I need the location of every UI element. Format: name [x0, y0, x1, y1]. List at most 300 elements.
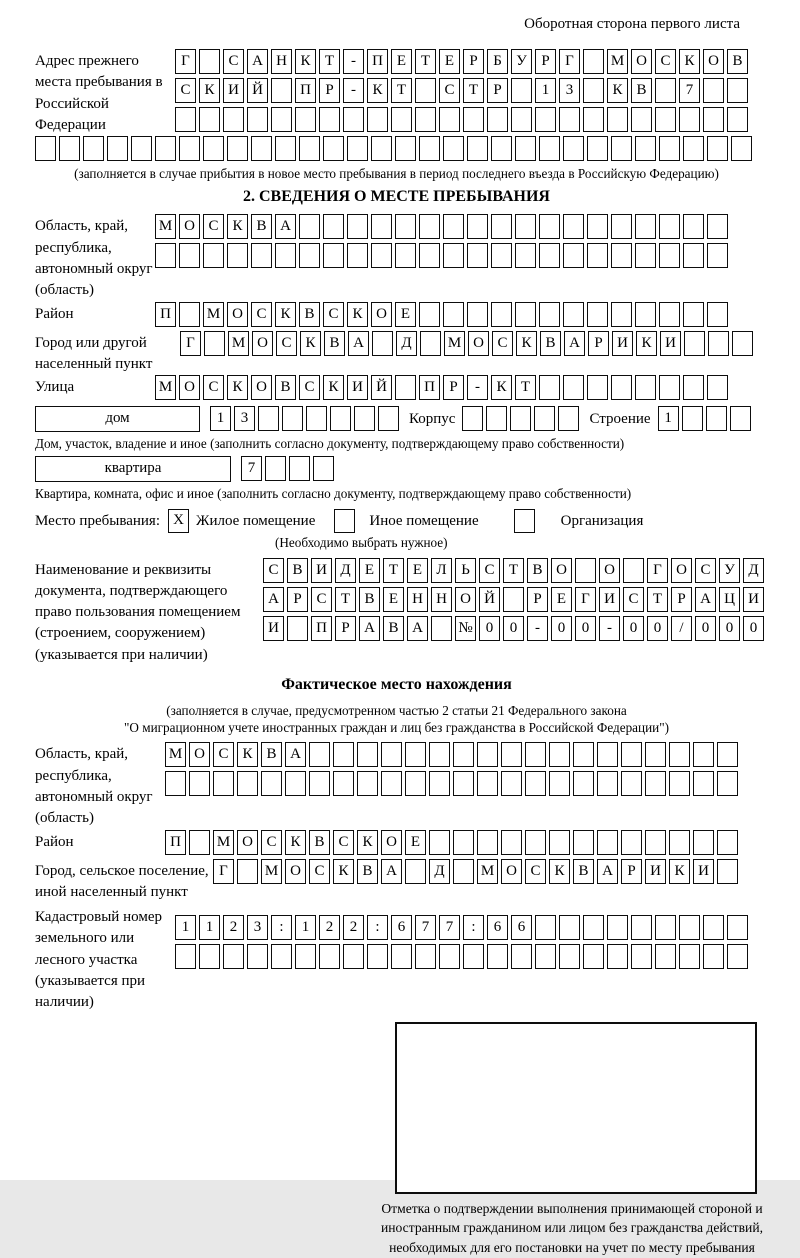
- actual-location-note1: (заполняется в случае, предусмотренном частью 2 статьи 21 Федерального закона: [166, 703, 627, 719]
- char-cell: [395, 375, 416, 400]
- checkbox-other-premises: [334, 509, 355, 533]
- document-label: Наименование и реквизиты документа, подтверждающего право пользования помещением (строением, сооружением) (указывается при наличии): [35, 561, 241, 663]
- char-cell: [549, 830, 570, 855]
- char-cell: Ь: [455, 558, 476, 583]
- char-cell: [693, 742, 714, 767]
- stay-type-label: Место пребывания:: [35, 512, 160, 529]
- char-cell: [372, 331, 393, 356]
- char-cell: [655, 78, 676, 103]
- char-cell: С: [311, 587, 332, 612]
- char-cell: К: [323, 375, 344, 400]
- street-field: [35, 375, 758, 404]
- actual-district-field: [35, 830, 758, 859]
- cell-row: [165, 771, 741, 796]
- char-cell: [395, 136, 416, 161]
- char-cell: О: [703, 49, 724, 74]
- char-cell: 7: [241, 456, 262, 481]
- char-cell: [443, 302, 464, 327]
- char-cell: С: [623, 587, 644, 612]
- char-cell: [683, 243, 704, 268]
- char-cell: [323, 214, 344, 239]
- char-cell: [330, 406, 351, 431]
- apartment-word-box: квартира: [35, 456, 231, 482]
- char-cell: [323, 136, 344, 161]
- korpus-label: Корпус: [409, 411, 456, 428]
- char-cell: С: [299, 375, 320, 400]
- char-cell: [621, 771, 642, 796]
- cadastre-field: [35, 905, 758, 1013]
- confirmation-stamp-caption: Отметка о подтверждении выполнения принимающей стороной и иностранным гражданином или лицом без гражданства действий, необходимых для его постановки на учет по месту пребывания: [381, 1200, 763, 1256]
- char-cell: К: [669, 859, 690, 884]
- char-cell: [477, 771, 498, 796]
- cell-row: [165, 742, 741, 767]
- char-cell: [306, 406, 327, 431]
- stroenie-label: Строение: [589, 411, 651, 428]
- char-cell: И: [223, 78, 244, 103]
- char-cell: [583, 107, 604, 132]
- char-cell: [587, 214, 608, 239]
- char-cell: [659, 375, 680, 400]
- char-cell: [727, 915, 748, 940]
- char-cell: А: [407, 616, 428, 641]
- char-cell: [371, 136, 392, 161]
- char-cell: К: [491, 375, 512, 400]
- checkbox-residential: X: [168, 509, 189, 533]
- cell-row: [175, 107, 751, 132]
- char-cell: 6: [391, 915, 412, 940]
- cell-row-fullwidth: [35, 136, 758, 161]
- cell-row: [263, 587, 767, 612]
- char-cell: [227, 136, 248, 161]
- char-cell: [693, 771, 714, 796]
- char-cell: [683, 214, 704, 239]
- actual-city-label: Город, сельское поселение, иной населенный пункт: [35, 862, 209, 900]
- char-cell: [525, 771, 546, 796]
- char-cell: С: [203, 375, 224, 400]
- char-cell: [515, 214, 536, 239]
- cell-row: [213, 859, 741, 884]
- char-cell: О: [237, 830, 258, 855]
- district-label: Район: [35, 305, 74, 322]
- char-cell: [247, 944, 268, 969]
- char-cell: [607, 915, 628, 940]
- char-cell: [258, 406, 279, 431]
- char-cell: [607, 944, 628, 969]
- char-cell: О: [251, 375, 272, 400]
- char-cell: М: [228, 331, 249, 356]
- char-cell: [503, 587, 524, 612]
- char-cell: [597, 771, 618, 796]
- char-cell: С: [439, 78, 460, 103]
- char-cell: Р: [535, 49, 556, 74]
- char-cell: А: [381, 859, 402, 884]
- char-cell: [189, 830, 210, 855]
- char-cell: [223, 944, 244, 969]
- char-cell: [165, 771, 186, 796]
- char-cell: Е: [359, 558, 380, 583]
- char-cell: 6: [487, 915, 508, 940]
- char-cell: 7: [679, 78, 700, 103]
- char-cell: Г: [575, 587, 596, 612]
- char-cell: [535, 107, 556, 132]
- char-cell: М: [444, 331, 465, 356]
- char-cell: [131, 136, 152, 161]
- char-cell: 0: [695, 616, 716, 641]
- char-cell: 6: [511, 915, 532, 940]
- char-cell: С: [223, 49, 244, 74]
- char-cell: [354, 406, 375, 431]
- cell-row: [175, 944, 751, 969]
- char-cell: [381, 742, 402, 767]
- document-field: [35, 558, 758, 666]
- char-cell: Д: [335, 558, 356, 583]
- option-other-premises-label: Иное помещение: [369, 513, 479, 530]
- char-cell: :: [367, 915, 388, 940]
- char-cell: [251, 136, 272, 161]
- char-cell: 1: [210, 406, 231, 431]
- char-cell: Д: [429, 859, 450, 884]
- char-cell: [539, 136, 560, 161]
- char-cell: К: [295, 49, 316, 74]
- actual-city-field: [35, 859, 758, 904]
- cadastre-label: Кадастровый номер земельного или лесного участка (указывается при наличии): [35, 909, 162, 1011]
- char-cell: [535, 944, 556, 969]
- char-cell: Р: [621, 859, 642, 884]
- char-cell: [175, 107, 196, 132]
- char-cell: И: [660, 331, 681, 356]
- char-cell: [515, 243, 536, 268]
- region-field: [35, 214, 758, 301]
- char-cell: [419, 214, 440, 239]
- char-cell: /: [671, 616, 692, 641]
- char-cell: [415, 944, 436, 969]
- char-cell: [367, 107, 388, 132]
- char-cell: [573, 830, 594, 855]
- char-cell: Г: [647, 558, 668, 583]
- cell-row: [175, 915, 751, 940]
- char-cell: О: [551, 558, 572, 583]
- char-cell: [367, 944, 388, 969]
- char-cell: [706, 406, 727, 431]
- char-cell: [703, 107, 724, 132]
- char-cell: [559, 107, 580, 132]
- char-cell: Е: [405, 830, 426, 855]
- char-cell: [391, 107, 412, 132]
- char-cell: С: [203, 214, 224, 239]
- char-cell: [703, 915, 724, 940]
- char-cell: П: [367, 49, 388, 74]
- char-cell: [597, 742, 618, 767]
- char-cell: Р: [335, 616, 356, 641]
- char-cell: И: [693, 859, 714, 884]
- char-cell: Т: [319, 49, 340, 74]
- char-cell: [271, 107, 292, 132]
- char-cell: [251, 243, 272, 268]
- region-label: Область, край, республика, автономный округ (область): [35, 218, 153, 299]
- char-cell: [443, 214, 464, 239]
- char-cell: [275, 243, 296, 268]
- char-cell: Й: [479, 587, 500, 612]
- char-cell: [607, 107, 628, 132]
- char-cell: [635, 302, 656, 327]
- char-cell: И: [311, 558, 332, 583]
- char-cell: И: [599, 587, 620, 612]
- char-cell: [707, 302, 728, 327]
- char-cell: 3: [559, 78, 580, 103]
- char-cell: П: [165, 830, 186, 855]
- char-cell: 2: [223, 915, 244, 940]
- char-cell: [467, 136, 488, 161]
- cell-row: [210, 406, 402, 431]
- char-cell: [381, 771, 402, 796]
- char-cell: Г: [180, 331, 201, 356]
- cell-row: [155, 243, 731, 268]
- char-cell: Н: [271, 49, 292, 74]
- cell-row: [155, 214, 731, 239]
- char-cell: Т: [463, 78, 484, 103]
- cell-row: [241, 456, 337, 481]
- char-cell: Ц: [719, 587, 740, 612]
- char-cell: [477, 742, 498, 767]
- char-cell: [563, 136, 584, 161]
- char-cell: 1: [175, 915, 196, 940]
- char-cell: [559, 944, 580, 969]
- char-cell: №: [455, 616, 476, 641]
- char-cell: [309, 771, 330, 796]
- char-cell: [491, 214, 512, 239]
- char-cell: [405, 771, 426, 796]
- char-cell: В: [309, 830, 330, 855]
- char-cell: [313, 456, 334, 481]
- char-cell: [378, 406, 399, 431]
- cell-row: [175, 49, 751, 74]
- char-cell: [717, 771, 738, 796]
- char-cell: О: [179, 375, 200, 400]
- char-cell: В: [261, 742, 282, 767]
- char-cell: [429, 830, 450, 855]
- char-cell: Т: [647, 587, 668, 612]
- char-cell: [679, 107, 700, 132]
- city-label: Город или другой населенный пункт: [35, 334, 153, 372]
- char-cell: [732, 331, 753, 356]
- char-cell: [391, 944, 412, 969]
- char-cell: [453, 771, 474, 796]
- char-cell: [717, 859, 738, 884]
- char-cell: [431, 616, 452, 641]
- char-cell: 0: [551, 616, 572, 641]
- char-cell: -: [527, 616, 548, 641]
- char-cell: С: [175, 78, 196, 103]
- char-cell: Р: [443, 375, 464, 400]
- char-cell: Е: [395, 302, 416, 327]
- char-cell: [534, 406, 555, 431]
- char-cell: [549, 771, 570, 796]
- char-cell: Т: [503, 558, 524, 583]
- char-cell: [659, 243, 680, 268]
- cell-row: [155, 375, 731, 400]
- char-cell: С: [276, 331, 297, 356]
- char-cell: Г: [175, 49, 196, 74]
- char-cell: О: [501, 859, 522, 884]
- char-cell: Е: [391, 49, 412, 74]
- char-cell: [539, 302, 560, 327]
- char-cell: И: [743, 587, 764, 612]
- char-cell: [587, 136, 608, 161]
- char-cell: [107, 136, 128, 161]
- char-cell: [549, 742, 570, 767]
- char-cell: [515, 136, 536, 161]
- char-cell: [693, 830, 714, 855]
- char-cell: В: [359, 587, 380, 612]
- char-cell: 1: [535, 78, 556, 103]
- char-cell: 2: [343, 915, 364, 940]
- char-cell: [707, 375, 728, 400]
- char-cell: [487, 944, 508, 969]
- char-cell: [621, 742, 642, 767]
- char-cell: [539, 375, 560, 400]
- char-cell: [501, 771, 522, 796]
- char-cell: В: [275, 375, 296, 400]
- char-cell: О: [468, 331, 489, 356]
- char-cell: [515, 302, 536, 327]
- char-cell: О: [455, 587, 476, 612]
- char-cell: [717, 742, 738, 767]
- char-cell: К: [227, 214, 248, 239]
- option-organization-label: Организация: [560, 513, 644, 530]
- char-cell: Е: [407, 558, 428, 583]
- house-note: Дом, участок, владение и иное (заполнить согласно документу, подтверждающему право собственности): [35, 436, 625, 452]
- char-cell: [487, 107, 508, 132]
- char-cell: [289, 456, 310, 481]
- char-cell: [563, 375, 584, 400]
- char-cell: [237, 771, 258, 796]
- char-cell: В: [527, 558, 548, 583]
- char-cell: П: [295, 78, 316, 103]
- char-cell: С: [695, 558, 716, 583]
- char-cell: С: [251, 302, 272, 327]
- char-cell: Р: [319, 78, 340, 103]
- char-cell: С: [261, 830, 282, 855]
- char-cell: М: [261, 859, 282, 884]
- char-cell: [659, 302, 680, 327]
- char-cell: [415, 107, 436, 132]
- char-cell: [631, 915, 652, 940]
- char-cell: [583, 944, 604, 969]
- char-cell: [453, 859, 474, 884]
- char-cell: [511, 78, 532, 103]
- char-cell: Д: [743, 558, 764, 583]
- char-cell: [203, 243, 224, 268]
- char-cell: О: [631, 49, 652, 74]
- cell-row: [155, 302, 731, 327]
- char-cell: [611, 375, 632, 400]
- char-cell: [655, 915, 676, 940]
- char-cell: Й: [247, 78, 268, 103]
- char-cell: [563, 243, 584, 268]
- char-cell: [731, 136, 752, 161]
- char-cell: К: [199, 78, 220, 103]
- char-cell: [539, 214, 560, 239]
- char-cell: [563, 214, 584, 239]
- char-cell: К: [636, 331, 657, 356]
- char-cell: [597, 830, 618, 855]
- char-cell: [295, 944, 316, 969]
- char-cell: 7: [415, 915, 436, 940]
- char-cell: Д: [396, 331, 417, 356]
- cell-row: [462, 406, 582, 431]
- char-cell: С: [309, 859, 330, 884]
- char-cell: С: [333, 830, 354, 855]
- char-cell: :: [271, 915, 292, 940]
- char-cell: [587, 302, 608, 327]
- char-cell: [420, 331, 441, 356]
- char-cell: [611, 243, 632, 268]
- char-cell: Р: [671, 587, 692, 612]
- char-cell: [429, 742, 450, 767]
- char-cell: [655, 107, 676, 132]
- char-cell: [357, 742, 378, 767]
- char-cell: О: [381, 830, 402, 855]
- char-cell: [575, 558, 596, 583]
- char-cell: [155, 136, 176, 161]
- prev-address-note: (заполняется в случае прибытия в новое место пребывания в период последнего въезда в Российскую Федерацию): [74, 166, 719, 182]
- cell-row: [165, 830, 741, 855]
- char-cell: [343, 944, 364, 969]
- char-cell: [319, 944, 340, 969]
- char-cell: О: [285, 859, 306, 884]
- char-cell: [439, 107, 460, 132]
- char-cell: [275, 136, 296, 161]
- char-cell: К: [549, 859, 570, 884]
- char-cell: Т: [383, 558, 404, 583]
- char-cell: А: [695, 587, 716, 612]
- char-cell: Т: [391, 78, 412, 103]
- char-cell: [419, 136, 440, 161]
- char-cell: В: [383, 616, 404, 641]
- char-cell: М: [607, 49, 628, 74]
- char-cell: Р: [463, 49, 484, 74]
- char-cell: [155, 243, 176, 268]
- char-cell: [679, 944, 700, 969]
- char-cell: [204, 331, 225, 356]
- char-cell: [682, 406, 703, 431]
- char-cell: Б: [487, 49, 508, 74]
- char-cell: Е: [551, 587, 572, 612]
- house-row: [35, 406, 758, 435]
- house-word-box: дом: [35, 406, 200, 432]
- char-cell: [299, 214, 320, 239]
- char-cell: Е: [383, 587, 404, 612]
- city-field: [35, 331, 758, 376]
- cell-row: [263, 616, 767, 641]
- char-cell: [587, 375, 608, 400]
- apartment-note: Квартира, комната, офис и иное (заполнить согласно документу, подтверждающему право собственности): [35, 486, 632, 502]
- char-cell: [287, 616, 308, 641]
- char-cell: В: [573, 859, 594, 884]
- char-cell: Р: [287, 587, 308, 612]
- char-cell: [271, 944, 292, 969]
- char-cell: [477, 830, 498, 855]
- char-cell: [429, 771, 450, 796]
- char-cell: К: [285, 830, 306, 855]
- char-cell: К: [367, 78, 388, 103]
- char-cell: [669, 742, 690, 767]
- char-cell: С: [213, 742, 234, 767]
- char-cell: Е: [439, 49, 460, 74]
- char-cell: 3: [247, 915, 268, 940]
- char-cell: [285, 771, 306, 796]
- char-cell: [525, 742, 546, 767]
